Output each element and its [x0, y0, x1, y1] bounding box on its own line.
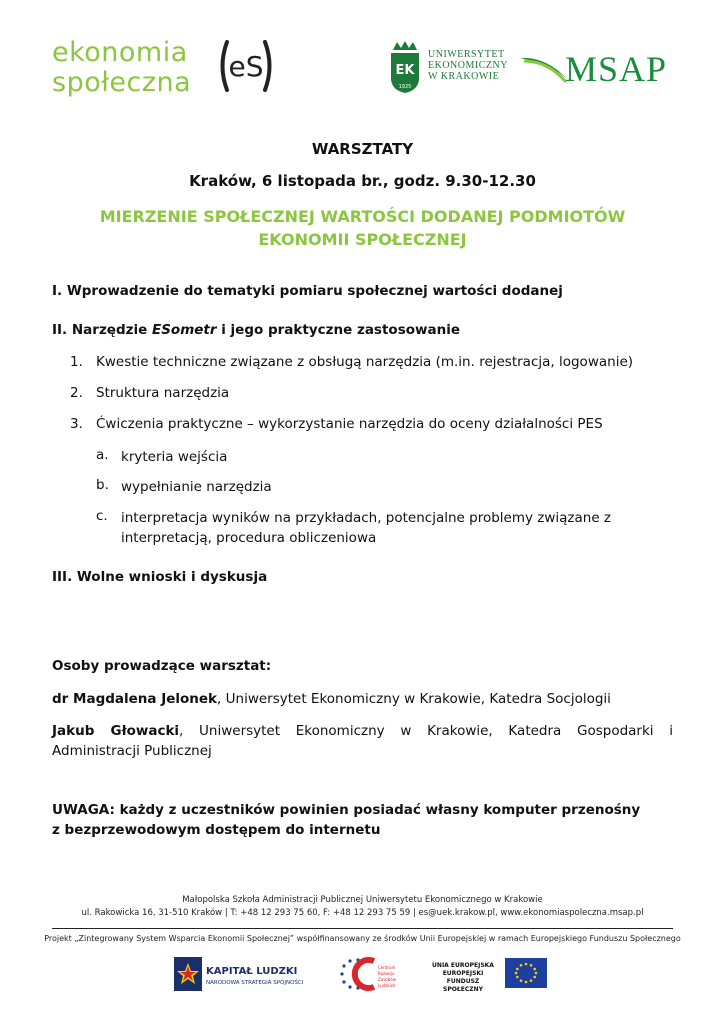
footer-divider: [52, 928, 673, 929]
doc-subject-line2: EKONOMII SPOŁECZNEJ: [258, 230, 467, 249]
eu-flag-icon: [505, 958, 547, 988]
sub-item-text: wypełnianie narzędzia: [121, 479, 272, 495]
leader-1-name: dr Magdalena Jelonek: [52, 691, 218, 707]
uek-line3: W KRAKOWIE: [428, 71, 500, 82]
section-2-pre: II. Narzędzie: [52, 322, 152, 338]
svg-text:Centrum: Centrum: [378, 965, 396, 970]
uek-line2: EKONOMICZNY: [428, 60, 508, 71]
section-3-heading: III. Wolne wnioski i dyskusja: [52, 569, 268, 585]
kapital-ludzki-title: KAPITAŁ LUDZKI: [206, 966, 298, 977]
svg-text:Zasobów: Zasobów: [378, 977, 396, 982]
eu-line1: UNIA EUROPEJSKA: [432, 962, 494, 969]
es-logo-line1: ekonomia: [52, 37, 188, 68]
uek-emblem-icon: [389, 40, 421, 94]
leaders-heading: Osoby prowadzące warsztat:: [52, 658, 272, 674]
leader-1-affiliation: , Uniwersytet Ekonomiczny w Krakowie, Katedra Socjologii: [217, 691, 611, 707]
list-item-text: Struktura narzędzia: [96, 385, 230, 401]
section-2-heading: [52, 322, 460, 338]
eu-label: [428, 962, 498, 994]
leader-2-affiliation: , Uniwersytet Ekonomiczny w Krakowie, Katedra Gospodarki i Administracji Publicznej: [52, 723, 673, 759]
svg-text:Rozwoju: Rozwoju: [378, 971, 395, 976]
list-item-text: Ćwiczenia praktyczne – wykorzystanie narzędzia do oceny działalności PES: [96, 416, 603, 432]
doc-subject-line1: MIERZENIE SPOŁECZNEJ WARTOŚCI DODANEJ PODMIOTÓW: [99, 207, 626, 226]
msap-logo-text: MSAP: [565, 49, 668, 89]
list-item-number: 1.: [70, 354, 83, 370]
sub-item-letter: b.: [96, 477, 109, 493]
sub-item-text: kryteria wejścia: [121, 449, 228, 465]
leader-2-name: Jakub Głowacki: [52, 723, 180, 739]
svg-text:EK: EK: [395, 63, 415, 78]
es-logo-line2: społeczna: [52, 67, 192, 98]
list-item-number: 3.: [70, 416, 83, 432]
es-logo-mark-text: eS: [228, 50, 264, 83]
doc-date-line: Kraków, 6 listopada br., godz. 9.30-12.30: [189, 172, 536, 190]
section-1-heading: I. Wprowadzenie do tematyki pomiaru społecznej wartości dodanej: [52, 283, 563, 299]
uek-year: 1925: [398, 84, 412, 90]
note-line2: z bezprzewodowym dostępem do internetu: [52, 822, 381, 838]
eu-line2: EUROPEJSKI: [442, 970, 484, 977]
svg-text:Ludzkich: Ludzkich: [378, 983, 396, 988]
section-2-tool-name: ESometr: [151, 322, 217, 338]
regional-center-logo-icon: [334, 955, 402, 993]
leader-1: [52, 689, 673, 709]
footer-line1: Małopolska Szkoła Administracji Publicznej Uniwersytetu Ekonomicznego w Krakowie: [182, 895, 543, 905]
sub-item-letter: c.: [96, 508, 108, 524]
note-line1: UWAGA: każdy z uczestników powinien posiadać własny komputer przenośny: [52, 802, 641, 818]
footer-line2: ul. Rakowicka 16, 31-510 Kraków | T: +48 12 293 75 60, F: +48 12 293 75 59 | es@uek.krakow.pl, www.ekonomiaspoleczna.msap.pl: [81, 908, 644, 918]
sub-item-letter: a.: [96, 447, 109, 463]
note: [52, 800, 640, 840]
kapital-ludzki-subtitle: NARODOWA STRATEGIA SPÓJNOŚCI: [206, 980, 304, 986]
sub-item-text: interpretacja wyników na przykładach, potencjalne problemy związane z interpretacją, procedura obliczeniowa: [121, 510, 612, 546]
footer-project-note: Projekt „Zintegrowany System Wsparcia Ekonomii Społecznej” współfinansowany ze środków Unii Europejskiej w ramach Europejskiego Funduszu Społecznego: [44, 934, 681, 943]
uek-logo-text: [428, 49, 508, 82]
section-2-post: i jego praktyczne zastosowanie: [216, 322, 460, 338]
doc-title: WARSZTATY: [311, 140, 414, 158]
eu-line3: FUNDUSZ SPOŁECZNY: [443, 978, 483, 993]
list-item-text: Kwestie techniczne związane z obsługą narzędzia (m.in. rejestracja, logowanie): [96, 354, 634, 370]
doc-subject: [40, 205, 685, 251]
leader-2: [52, 721, 673, 761]
es-logo-text: [52, 38, 191, 98]
list-item-number: 2.: [70, 385, 83, 401]
uek-line1: UNIWERSYTET: [428, 49, 505, 60]
es-logo-mark-icon: [215, 38, 277, 94]
